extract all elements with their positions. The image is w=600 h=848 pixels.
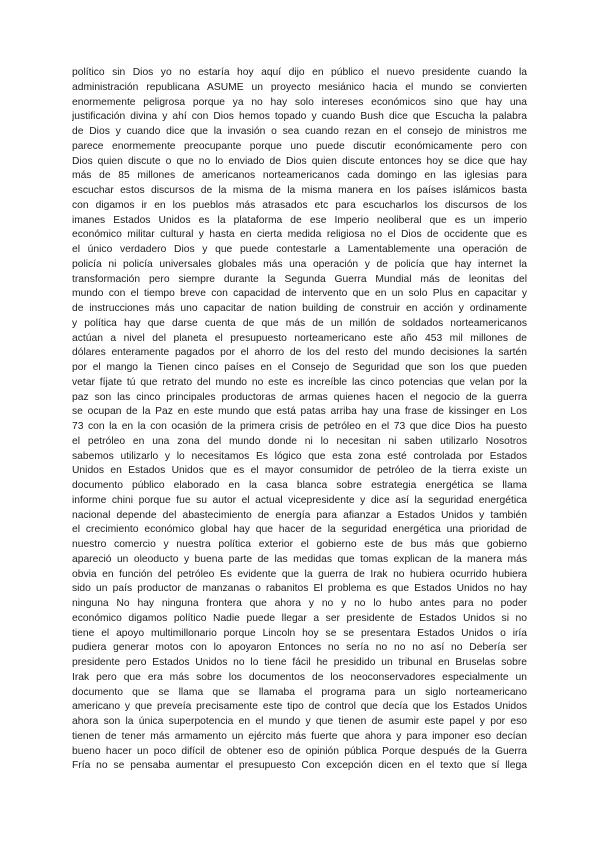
text-line: actúan a nivel del planeta el presupuesto norteamericano este año 453 mil millones de xyxy=(72,332,527,344)
text-line: administración republicana ASUME un proyecto mesiánico hacia el mundo se convierten xyxy=(72,81,527,93)
text-line: escuchar estos discursos de la misma de la misma manera en los países islámicos basta xyxy=(72,185,527,196)
text-line: sabemos utilizarlo y lo necesitamos Es lógico que esta zona esté controlada por Estados xyxy=(72,450,527,462)
text-line: nacional depende del abastecimiento de energía para afianzar a Estados Unidos y también xyxy=(72,509,527,521)
text-line: tiene el apoyo multimillonario porque Lincoln hoy se se presentara Estados Unidos o iría xyxy=(72,627,527,639)
text-line: enormemente peligrosa porque ya no hay solo intereses económicos sino que hay una xyxy=(72,96,527,108)
text-line: más de 85 millones de americanos norteamericanos cada domingo en las iglesias para xyxy=(72,170,527,182)
text-line: documento que se llama que se llamaba el programa para un siglo norteamericano xyxy=(72,686,527,698)
text-line: parece enormemente preocupante porque uno puede discutir económicamente pero con xyxy=(72,140,527,152)
text-line: el crecimiento económico global hay que hacer de la seguridad energética una prioridad de xyxy=(72,524,527,536)
text-line: informe chini porque fue su autor el actual vicepresidente y dice así la seguridad energética xyxy=(72,494,527,506)
text-line: sido un país productor de manzanas o rabanitos El problema es que Estados Unidos no hay xyxy=(72,583,527,595)
text-line: apareció un oleoducto y buena parte de las medidas que tomas explican de la manera más xyxy=(72,553,527,565)
text-line: ninguna No hay ninguna frontera que ahora y no y no lo hubo antes para no poder xyxy=(72,598,527,609)
text-line: se ocupan de la Paz en este mundo que está patas arriba hay una frase de kissinger en Los xyxy=(72,406,527,418)
body-text xyxy=(72,66,527,774)
text-line: dólares enteramente pagados por el ahorro de los del resto del mundo decisiones la sartén xyxy=(72,347,527,359)
text-line: vetar fíjate tú que retrato del mundo no este es increíble las cinco potencias que velan por la xyxy=(72,376,527,388)
text-line: el petróleo en una zona del mundo donde ni lo necesitan ni saben utilizarlo Nosotros xyxy=(72,435,527,447)
text-line: económico militar cultural y hasta en cierta medida religiosa no el Dios de occidente que es xyxy=(72,229,527,241)
text-line: y política hay que darse cuenta de que más de un millón de soldados norteamericanos xyxy=(72,317,527,329)
text-line: ahora son la única superpotencia en el mundo y que tienen de asumir este papel y por eso xyxy=(72,716,527,727)
text-line: paz son las cinco principales productoras de armas quienes hacen el negocio de la guerra xyxy=(72,391,527,403)
text-line: con digamos ir en los pueblos más atrasados etc para escucharlos los discursos de los xyxy=(72,199,527,211)
text-line: americano y que preveía precisamente este tipo de control que decía que los Estados Unidos xyxy=(72,701,527,713)
text-line: transformación pero siempre durante la Segunda Guerra Mundial más de leonitas del xyxy=(72,273,527,285)
text-line: 73 con la en la con ocasión de la primera crisis de petróleo en el 73 que dice Dios ha puesto xyxy=(72,421,527,432)
text-line: tienen de tener más armamento un ejército más fuerte que ahora y para imponer eso decían xyxy=(72,730,527,742)
text-line: de Dios y cuando dice que la invasión o sea cuando rezan en el consejo de ministros me xyxy=(72,126,527,137)
text-line: policía ni policía universales globales más una operación y de policía que hay internet la xyxy=(72,258,527,270)
text-line: Dios quien discute o que no lo enviado de Dios quien discute entonces hoy se dice que hay xyxy=(72,155,527,167)
text-line: pudiera generar motos con lo apoyaron Entonces no sería no no no así no Debería ser xyxy=(72,642,527,654)
text-line: documento público elaborado en la casa blanca sobre estrategia energética se llama xyxy=(72,480,527,491)
text-line: bueno hacer un poco difícil de obtener eso de opinión pública Porque después de la Guerra xyxy=(72,745,527,757)
text-line: mundo con el tiempo breve con capacidad de intervento que en un solo Plus en capacitar y xyxy=(72,288,527,300)
text-line: el único verdadero Dios y que puede contestarle a Lamentablemente una operación de xyxy=(72,244,527,255)
text-line: económico digamos político Nadie puede llegar a ser presidente de Estados Unidos si no xyxy=(72,612,527,624)
text-line: Unidos en Estados Unidos que es el mayor consumidor de petróleo de la tierra existe un xyxy=(72,465,527,477)
text-line: obvia en función del petróleo Es evidente que la guerra de Irak no hubiera ocurrido hubiera xyxy=(72,568,527,580)
text-line: nuestro comercio y nuestra política exterior el gobierno este de bus más que gobierno xyxy=(72,539,527,550)
text-line: Irak pero que era más sobre los documentos de los neoconservadores especialmente un xyxy=(72,671,527,683)
text-line: imanes Estados Unidos es la plataforma de ese Imperio neoliberal que es un imperio xyxy=(72,214,527,226)
text-line: por el mango la Tienen cinco países en el Consejo de Seguridad que son los que pueden xyxy=(72,362,527,373)
text-line: justificación divina y ahí con Dios hemos topado y cuando Bush dice que Escucha la palabra xyxy=(72,111,527,123)
text-line: político sin Dios yo no estaría hoy aquí dijo en público el nuevo presidente cuando la xyxy=(72,67,527,78)
text-line: de instrucciones más uno capacitar de nation building de construir en acción y ordinamente xyxy=(72,303,527,314)
text-line: presidente pero Estados Unidos no lo tiene fácil he presidido un tribunal en Bruselas sobre xyxy=(72,657,527,668)
text-line: Fría no se pensaba aumentar el presupuesto Con excepción dicen en el texto que sí llega xyxy=(72,760,527,772)
